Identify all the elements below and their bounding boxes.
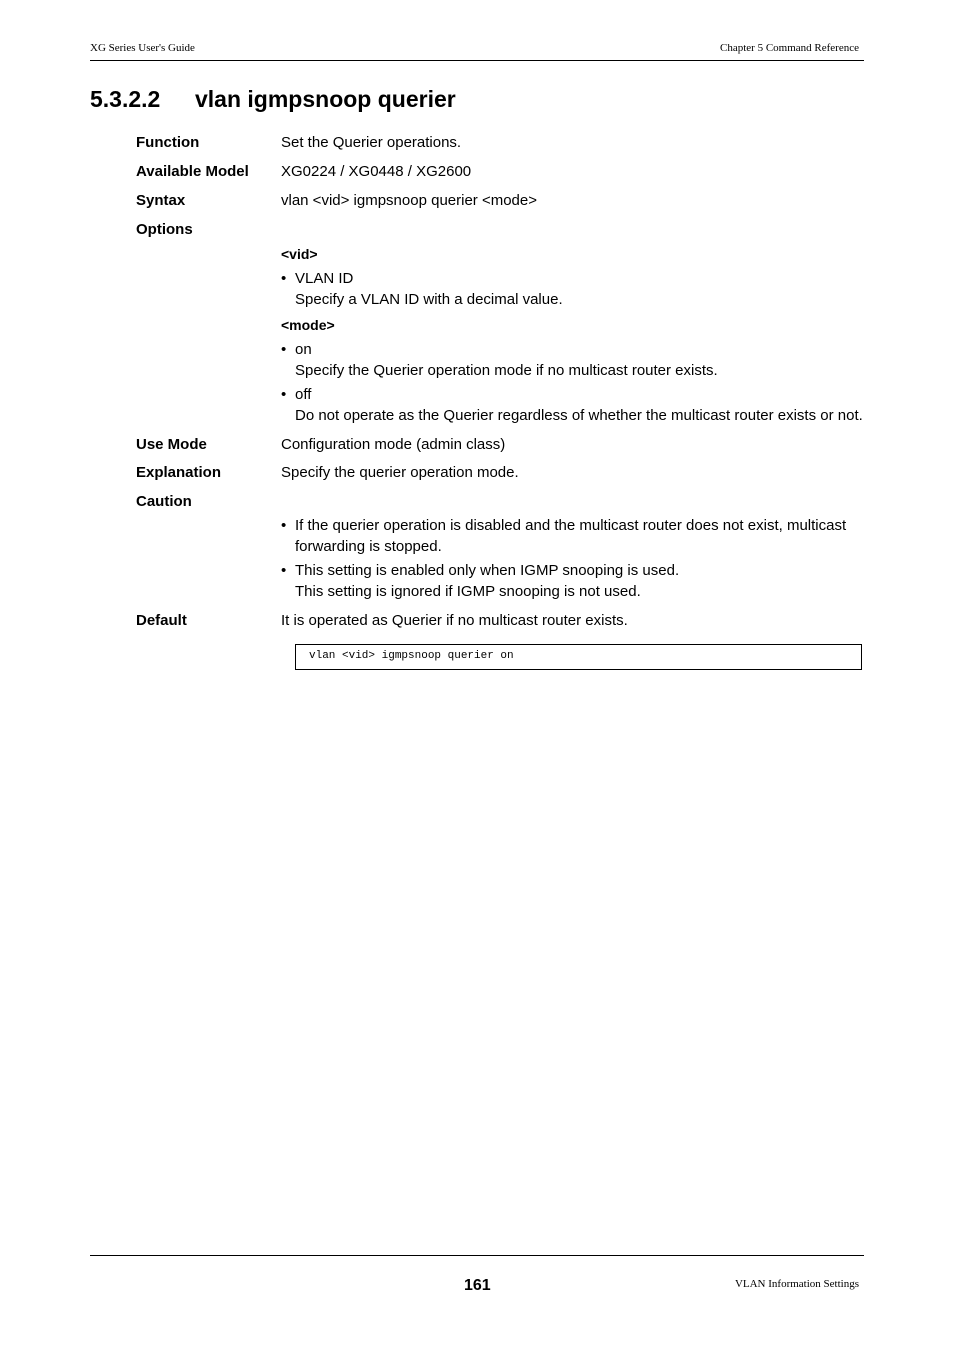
section-name: vlan igmpsnoop querier	[195, 86, 456, 112]
bullet: •	[281, 386, 287, 403]
explanation-value: Specify the querier operation mode.	[281, 464, 519, 481]
bullet: •	[281, 517, 287, 534]
options-label: Options	[136, 221, 193, 238]
syntax-label: Syntax	[136, 192, 186, 209]
option-vid-item-text: VLAN ID	[295, 270, 354, 287]
caution-item-1-line-2: forwarding is stopped.	[295, 538, 442, 555]
bullet: •	[281, 562, 287, 579]
use-mode-value: Configuration mode (admin class)	[281, 436, 506, 453]
bullet: •	[281, 270, 287, 287]
page-number: 161	[464, 1277, 491, 1294]
option-mode-on-desc: Specify the Querier operation mode if no multicast router exists.	[295, 362, 718, 379]
caution-item-1-line-1: If the querier operation is disabled and the multicast router does not exist, multicast	[295, 517, 847, 534]
option-vid-desc: Specify a VLAN ID with a decimal value.	[295, 291, 563, 308]
function-value: Set the Querier operations.	[281, 134, 462, 151]
header-rule	[90, 60, 864, 61]
bullet: •	[281, 341, 287, 358]
caution-label: Caution	[136, 493, 192, 510]
explanation-label: Explanation	[136, 464, 222, 481]
caution-item-2-line-1: This setting is enabled only when IGMP snooping is used.	[295, 562, 680, 579]
default-label: Default	[136, 612, 187, 629]
option-mode-heading: <mode>	[281, 317, 335, 333]
available-model-value: XG0224 / XG0448 / XG2600	[281, 163, 472, 180]
running-header-right: Chapter 5 Command Reference	[720, 42, 859, 54]
section-number: 5.3.2.2	[90, 86, 161, 112]
option-mode-on-text: on	[295, 341, 312, 358]
option-mode-off-text: off	[295, 386, 312, 403]
syntax-value: vlan <vid> igmpsnoop querier <mode>	[281, 192, 537, 209]
default-code-box	[295, 644, 862, 670]
default-code: vlan <vid> igmpsnoop querier on	[309, 650, 514, 662]
default-value: It is operated as Querier if no multicast router exists.	[281, 612, 628, 629]
caution-item-2-line-2: This setting is ignored if IGMP snooping is not used.	[295, 583, 641, 600]
available-model-label: Available Model	[136, 163, 249, 180]
caution-item-2	[281, 562, 679, 579]
use-mode-label: Use Mode	[136, 436, 207, 453]
function-label: Function	[136, 134, 200, 151]
footer-rule	[90, 1255, 864, 1256]
caution-item-1	[281, 517, 846, 534]
option-mode-off-desc: Do not operate as the Querier regardless of whether the multicast router exists or not.	[295, 407, 863, 424]
option-vid-heading: <vid>	[281, 246, 318, 262]
option-mode-on-item	[281, 341, 312, 358]
option-vid-item	[281, 270, 353, 287]
running-header-left: XG Series User's Guide	[90, 42, 195, 54]
section-title	[90, 86, 456, 113]
running-footer-right: VLAN Information Settings	[734, 1278, 859, 1290]
option-mode-off-item	[281, 386, 311, 403]
